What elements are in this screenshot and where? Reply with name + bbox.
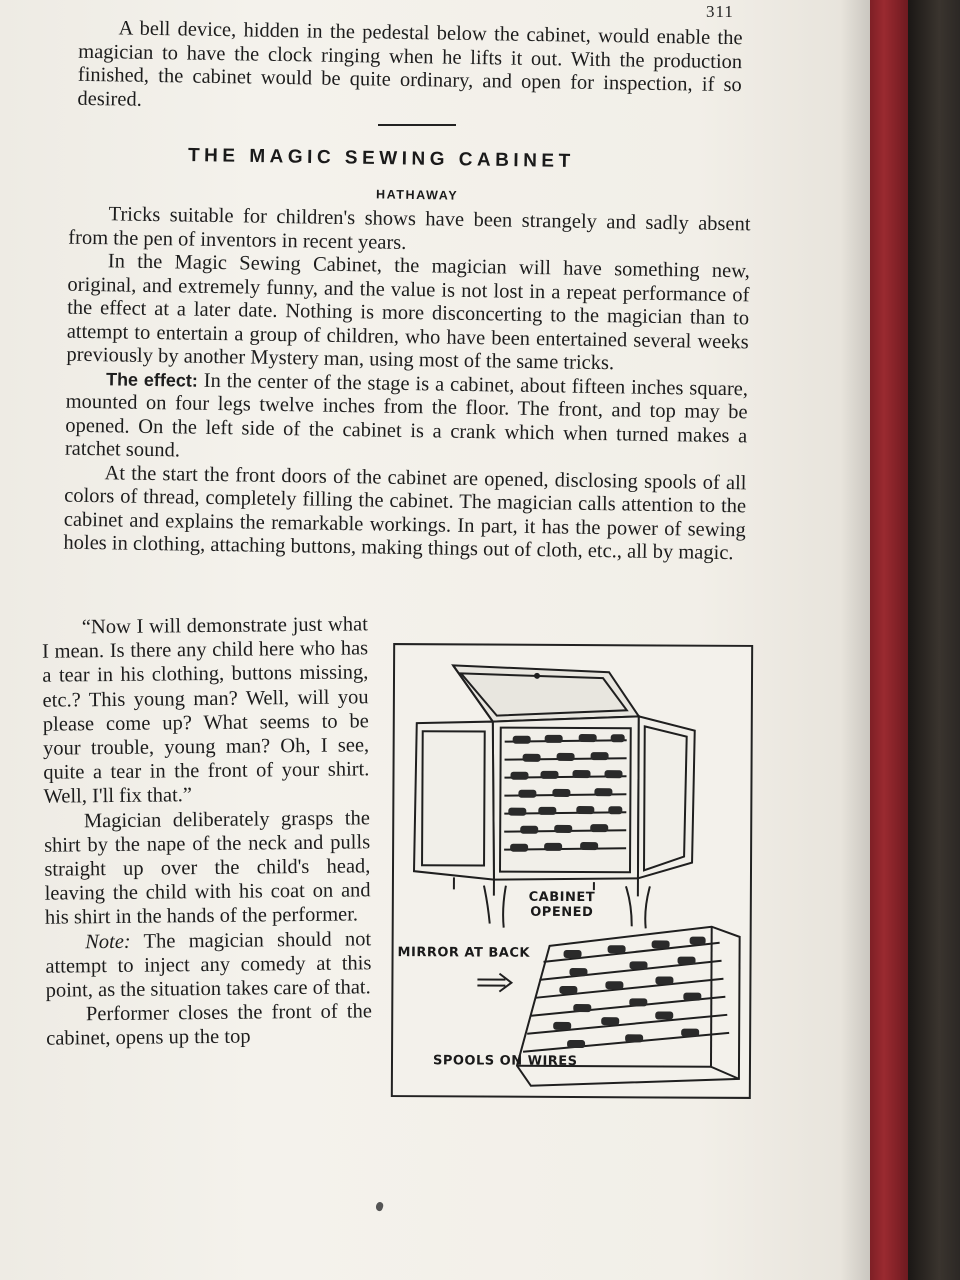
ink-smudge bbox=[375, 1201, 385, 1212]
cabinet-opened-label: CABINET OPENED bbox=[528, 889, 596, 921]
book-cover-edge bbox=[868, 0, 908, 1280]
note-label: Note: bbox=[85, 930, 131, 953]
intro-paragraph: A bell device, hidden in the pedestal below the cabinet, would enable the magician to have the clock ringing when he lifts it out. With the production finished, the cabinet would be quite ordinary, and open for inspection, if so desired. bbox=[77, 17, 743, 111]
paragraph-start: At the start the front doors of the cabinet are opened, disclosing spools of all colors of thread, completely filling the cabinet. The magician calls attention to the cabinet and explains the remarkable workings. In part, it has the power of sewing holes in clothing, attaching buttons, making things out of cloth, etc., all by magic. bbox=[63, 461, 747, 565]
effect-text: In the center of the stage is a cabinet, about fifteen inches square, mounted on four legs twelve inches from the floor. The front, and top may be opened. On the left side of the cabinet is a crank which when turned makes a ratchet sound. bbox=[64, 369, 749, 462]
note-text: The magician should not attempt to inject any comedy at this point, as the situation takes care of that. bbox=[45, 927, 372, 1002]
note-paragraph bbox=[45, 927, 372, 1003]
mirror-at-back-label: MIRROR AT BACK bbox=[397, 945, 531, 961]
action-paragraph: Magician deliberately grasps the shirt by the nape of the neck and pulls straight up over the child's head, leaving the child with his coat on and his shirt in the hands of the performer. bbox=[44, 806, 371, 930]
page-number: 311 bbox=[706, 2, 734, 21]
spools-on-wires-label: SPOOLS ON WIRES bbox=[432, 1053, 578, 1070]
cabinet-illustration bbox=[391, 643, 753, 1099]
paragraph-2: In the Magic Sewing Cabinet, the magician will have something new, original, and extremely funny, and the value is not lost in a repeat performance of the effect at a later date. Nothing is more disconcerting to the magician than to attempt to entertain a group of children, who have been entertained several weeks previously by another Mystery man, using most of the same tricks. bbox=[66, 250, 750, 375]
closing-paragraph: Performer closes the front of the cabinet, opens up the top bbox=[46, 1000, 373, 1051]
section-divider bbox=[378, 124, 456, 126]
page-edge-shade bbox=[840, 0, 870, 1280]
column-text bbox=[42, 612, 373, 1051]
effect-lead: The effect: bbox=[105, 368, 198, 391]
section-author: HATHAWAY bbox=[375, 187, 459, 203]
intro-text bbox=[77, 17, 742, 121]
quote-paragraph: “Now I will demonstrate just what I mean. Is there any child here who has a tear in his clothing, buttons missing, etc.? This young man? Well, will you please come up? What seems to be your trouble, young man? Oh, I see, quite a tear in the front of your shirt. Well, I'll fix that.” bbox=[41, 613, 370, 809]
body-text bbox=[63, 203, 750, 566]
section-title: THE MAGIC SEWING CABINET bbox=[187, 144, 575, 173]
paragraph-1: Tricks suitable for children's shows have been strangely and sadly absent from the pen of inventors in recent years. bbox=[68, 203, 751, 254]
background-shadow bbox=[908, 0, 960, 1280]
effect-paragraph bbox=[65, 367, 748, 472]
cabinet-drawing bbox=[393, 645, 751, 1097]
